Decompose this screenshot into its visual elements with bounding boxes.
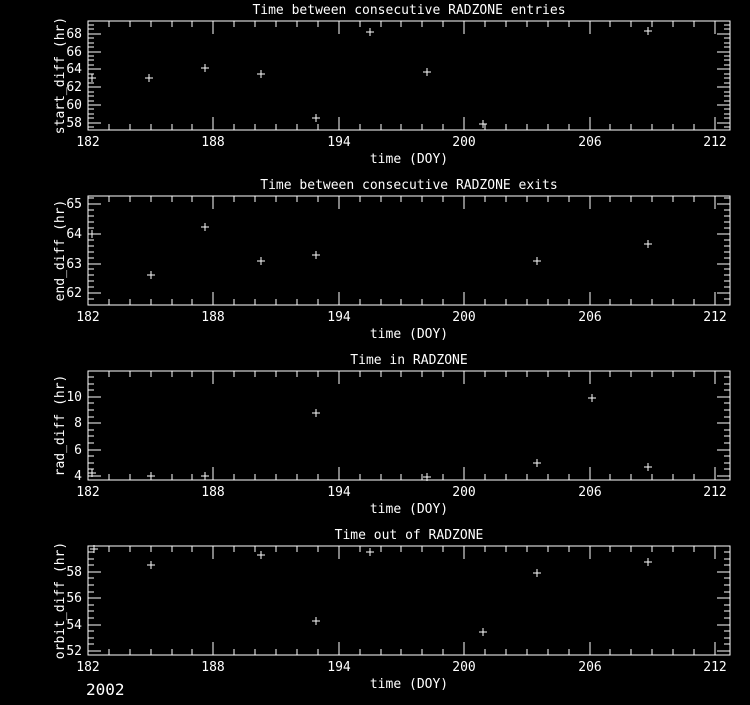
- y-axis-label: end_diff (hr): [53, 199, 68, 302]
- x-tick-label: 194: [327, 310, 351, 325]
- y-tick-label: 64: [66, 62, 82, 77]
- y-axis-label: rad_diff (hr): [53, 374, 68, 477]
- y-tick-label: 64: [66, 227, 82, 242]
- data-point-marker: [366, 548, 374, 556]
- data-point-marker: [644, 240, 652, 248]
- y-tick-label: 8: [74, 416, 82, 431]
- x-axis-label: time (DOY): [369, 502, 449, 517]
- plot-box: [88, 21, 730, 130]
- data-point-marker: [644, 27, 652, 35]
- subplot-title: Time between consecutive RADZONE entries: [252, 3, 566, 18]
- x-tick-label: 182: [76, 135, 100, 150]
- data-point-marker: [533, 257, 541, 265]
- data-point-marker: [201, 472, 209, 480]
- y-tick-label: 54: [66, 618, 82, 633]
- data-point-marker: [312, 617, 320, 625]
- x-tick-label: 200: [452, 485, 476, 500]
- y-axis-label: orbit_diff (hr): [53, 541, 68, 660]
- y-tick-label: 4: [74, 469, 82, 484]
- data-point-marker: [644, 463, 652, 471]
- y-axis-label: start_diff (hr): [53, 16, 68, 135]
- data-point-marker: [312, 251, 320, 259]
- data-point-marker: [201, 64, 209, 72]
- x-axis-label: time (DOY): [369, 677, 449, 692]
- data-point-marker: [257, 551, 265, 559]
- y-tick-label: 62: [66, 80, 82, 95]
- x-tick-label: 194: [327, 485, 351, 500]
- y-tick-label: 52: [66, 644, 82, 659]
- y-tick-label: 58: [66, 565, 82, 580]
- data-point-marker: [147, 561, 155, 569]
- x-axis-label: time (DOY): [369, 327, 449, 342]
- y-tick-label: 62: [66, 286, 82, 301]
- x-tick-label: 188: [201, 310, 225, 325]
- x-tick-label: 206: [578, 135, 602, 150]
- data-point-marker: [588, 394, 596, 402]
- y-tick-label: 6: [74, 443, 82, 458]
- x-tick-label: 194: [327, 135, 351, 150]
- x-tick-label: 182: [76, 310, 100, 325]
- data-point-marker: [88, 230, 96, 238]
- subplot-4: [53, 528, 730, 692]
- data-point-marker: [644, 558, 652, 566]
- x-axis-label: time (DOY): [369, 152, 449, 167]
- y-tick-label: 58: [66, 116, 82, 131]
- x-tick-label: 194: [327, 660, 351, 675]
- x-tick-label: 188: [201, 485, 225, 500]
- data-point-marker: [533, 569, 541, 577]
- data-point-marker: [312, 409, 320, 417]
- x-tick-label: 182: [76, 660, 100, 675]
- plot-box: [88, 371, 730, 480]
- x-tick-label: 206: [578, 660, 602, 675]
- y-tick-label: 65: [66, 197, 82, 212]
- data-point-marker: [201, 223, 209, 231]
- data-point-marker: [479, 120, 487, 128]
- x-tick-label: 206: [578, 310, 602, 325]
- data-point-marker: [423, 68, 431, 76]
- plot-box: [88, 546, 730, 655]
- data-point-marker: [147, 472, 155, 480]
- x-tick-label: 188: [201, 660, 225, 675]
- data-point-marker: [88, 74, 96, 82]
- data-point-marker: [479, 628, 487, 636]
- y-tick-label: 60: [66, 98, 82, 113]
- x-tick-label: 200: [452, 660, 476, 675]
- x-tick-label: 212: [703, 660, 727, 675]
- subplot-title: Time between consecutive RADZONE exits: [260, 178, 558, 193]
- year-label: 2002: [86, 680, 125, 699]
- data-point-marker: [257, 70, 265, 78]
- y-tick-label: 56: [66, 591, 82, 606]
- data-point-marker: [147, 271, 155, 279]
- subplot-2: [53, 178, 730, 342]
- data-point-marker: [312, 114, 320, 122]
- subplot-title: Time in RADZONE: [350, 353, 468, 368]
- x-tick-label: 212: [703, 485, 727, 500]
- x-tick-label: 182: [76, 485, 100, 500]
- data-point-marker: [366, 28, 374, 36]
- data-point-marker: [145, 74, 153, 82]
- x-tick-label: 200: [452, 310, 476, 325]
- subplot-1: [53, 3, 730, 167]
- subplot-title: Time out of RADZONE: [334, 528, 484, 543]
- data-point-marker: [257, 257, 265, 265]
- x-tick-label: 188: [201, 135, 225, 150]
- y-tick-label: 63: [66, 257, 82, 272]
- y-tick-label: 10: [66, 390, 82, 405]
- x-tick-label: 206: [578, 485, 602, 500]
- x-tick-label: 200: [452, 135, 476, 150]
- y-tick-label: 66: [66, 45, 82, 60]
- plot-box: [88, 196, 730, 305]
- x-tick-label: 212: [703, 310, 727, 325]
- x-tick-label: 212: [703, 135, 727, 150]
- subplot-3: [53, 353, 730, 517]
- y-tick-label: 68: [66, 27, 82, 42]
- data-point-marker: [533, 459, 541, 467]
